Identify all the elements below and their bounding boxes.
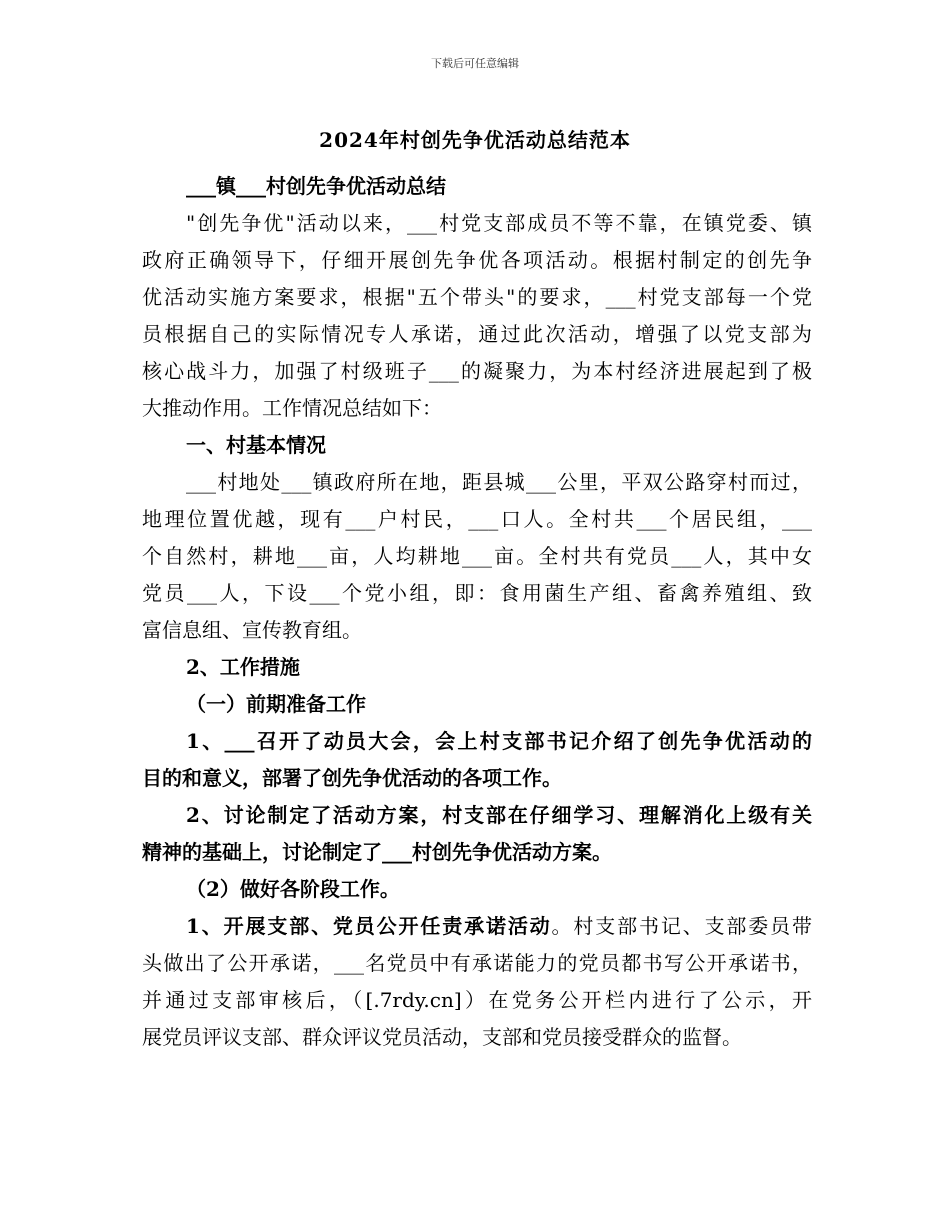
paragraph-line: 目的和意义，部署了创先争优活动的各项工作。 (142, 766, 562, 790)
paragraph-line (142, 908, 812, 945)
paragraph-line: 地理位置优越，现有___户村民，___口人。全村共___个居民组，___ (142, 507, 812, 531)
paragraph-line: 头做出了公开承诺，___名党员中有承诺能力的党员都书写公开承诺书， (142, 951, 812, 975)
document-body (142, 168, 812, 1056)
paragraph-line: 展党员评议支部、群众评议党员活动，支部和党员接受群众的监督。 (142, 1025, 742, 1049)
paragraph-line: 大推动作用。工作情况总结如下： (142, 396, 442, 420)
paragraph-line: 党员___人，下设___个党小组，即：食用菌生产组、畜禽养殖组、致 (142, 581, 812, 605)
paragraph-line: 核心战斗力，加强了村级班子___的凝聚力，为本村经济进展起到了极 (142, 359, 812, 383)
paragraph-line: 一、村基本情况 (186, 433, 326, 457)
paragraph-line: 精神的基础上，讨论制定了___村创先争优活动方案。 (142, 840, 612, 864)
line-rest-text: 。村支部书记、支部委员带 (551, 914, 812, 938)
paragraph-line: （一）前期准备工作 (186, 692, 366, 716)
header-note: 下载后可任意编辑 (431, 57, 519, 70)
paragraph-line: ___镇___村创先争优活动总结 (186, 174, 446, 198)
paragraph-line: 1、___召开了动员大会，会上村支部书记介绍了创先争优活动的 (186, 729, 812, 753)
paragraph-line: 个自然村，耕地___亩，人均耕地___亩。全村共有党员___人，其中女 (142, 544, 812, 568)
paragraph-line: 富信息组、宣传教育组。 (142, 618, 362, 642)
bold-lead-text: 1、开展支部、党员公开任责承诺活动 (186, 914, 552, 938)
paragraph-line: 政府正确领导下，仔细开展创先争优各项活动。根据村制定的创先争 (142, 248, 812, 272)
paragraph-line: 2、工作措施 (186, 655, 300, 679)
paragraph-line: 2、讨论制定了活动方案，村支部在仔细学习、理解消化上级有关 (186, 803, 812, 827)
paragraph-line: 优活动实施方案要求，根据"五个带头"的要求，___村党支部每一个党 (142, 285, 812, 309)
paragraph-line: ___村地处___镇政府所在地，距县城___公里，平双公路穿村而过， (186, 470, 812, 494)
paragraph-line: "创先争优"活动以来，___村党支部成员不等不靠，在镇党委、镇 (186, 211, 812, 235)
paragraph-line: 员根据自己的实际情况专人承诺，通过此次活动，增强了以党支部为 (142, 322, 812, 346)
paragraph-line: 并通过支部审核后，（[.7rdy.cn]）在党务公开栏内进行了公示，开 (142, 988, 812, 1012)
paragraph-line: （2）做好各阶段工作。 (186, 877, 400, 901)
document-title: 2024年村创先争优活动总结范本 (319, 128, 631, 152)
